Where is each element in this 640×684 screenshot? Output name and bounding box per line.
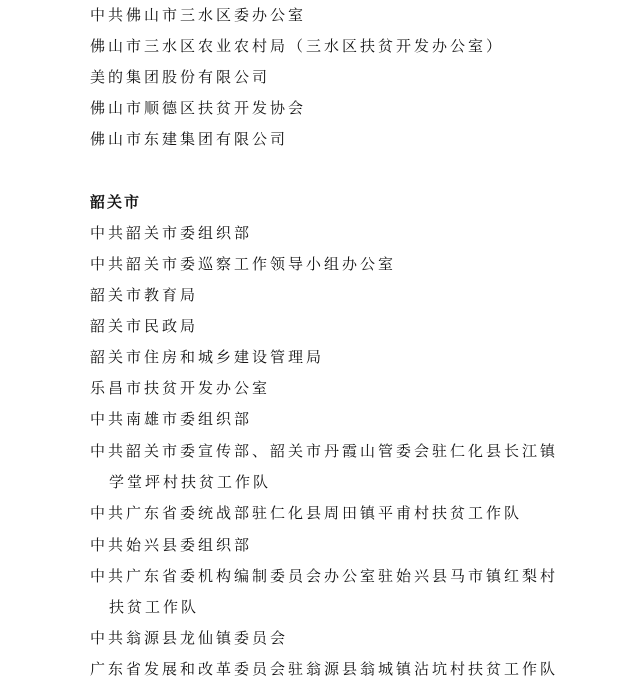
list-item: 中共韶关市委组织部 — [90, 224, 253, 242]
list-item-continuation: 学堂坪村扶贫工作队 — [109, 473, 272, 491]
list-item-continuation: 扶贫工作队 — [109, 598, 200, 616]
list-item: 佛山市东建集团有限公司 — [90, 130, 289, 148]
list-item: 乐昌市扶贫开发办公室 — [90, 379, 271, 397]
list-item: 中共韶关市委宣传部、韶关市丹霞山管委会驻仁化县长江镇 — [90, 442, 559, 460]
list-item: 中共佛山市三水区委办公室 — [90, 6, 307, 24]
list-item: 中共始兴县委组织部 — [90, 536, 253, 554]
list-item: 中共韶关市委巡察工作领导小组办公室 — [90, 255, 397, 273]
list-item: 美的集团股份有限公司 — [90, 68, 271, 86]
list-item: 中共南雄市委组织部 — [90, 410, 253, 428]
list-item: 韶关市教育局 — [90, 286, 199, 304]
list-item: 中共翁源县龙仙镇委员会 — [90, 629, 289, 647]
list-item: 广东省发展和改革委员会驻翁源县翁城镇沾坑村扶贫工作队 — [90, 660, 559, 678]
list-item: 佛山市顺德区扶贫开发协会 — [90, 99, 307, 117]
list-item: 中共广东省委统战部驻仁化县周田镇平甫村扶贫工作队 — [90, 504, 523, 522]
section-heading: 韶关市 — [90, 193, 142, 211]
list-item: 韶关市住房和城乡建设管理局 — [90, 348, 325, 366]
list-item: 佛山市三水区农业农村局（三水区扶贫开发办公室） — [90, 37, 505, 55]
list-item: 中共广东省委机构编制委员会办公室驻始兴县马市镇红梨村 — [90, 567, 559, 585]
list-item: 韶关市民政局 — [90, 317, 199, 335]
